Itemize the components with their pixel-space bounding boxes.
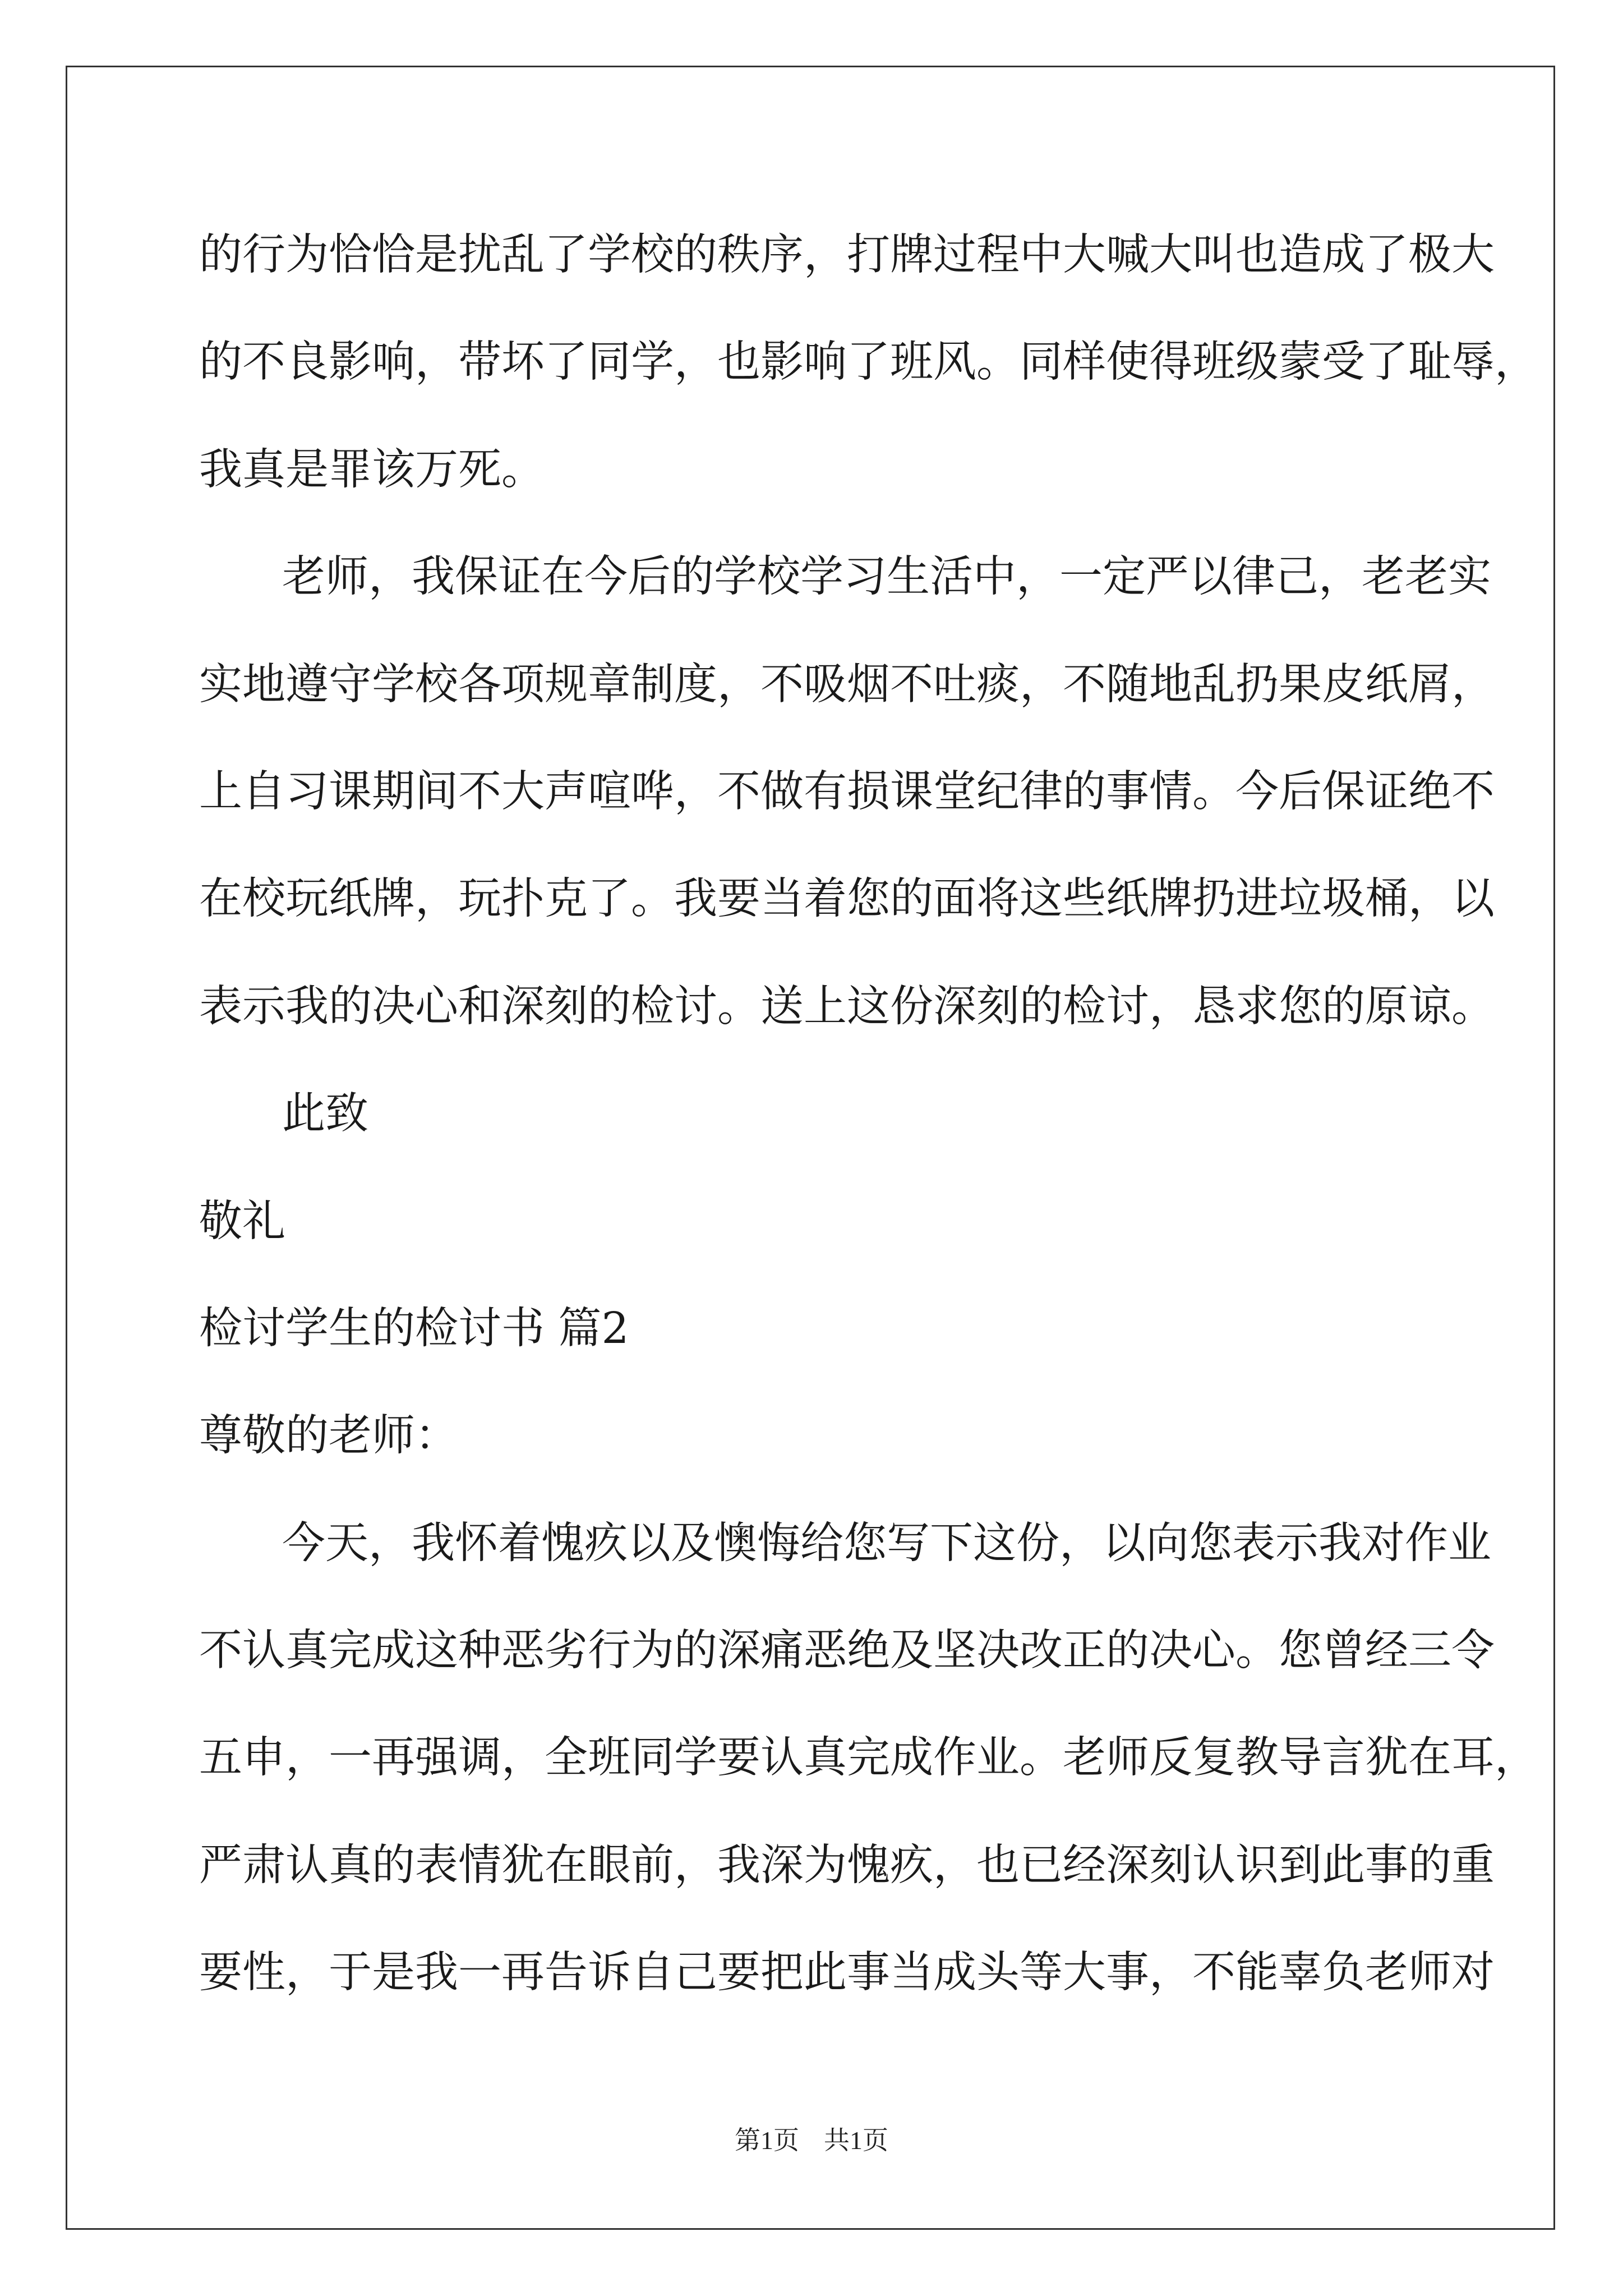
document-body xyxy=(199,213,1538,2039)
text-line: 老师，我保证在今后的学校学习生活中，一定严以律己，老老实 xyxy=(282,552,1491,602)
page-number-total: 共1页 xyxy=(824,2126,888,2155)
text-line: 今天，我怀着愧疚以及懊悔给您写下这份，以向您表示我对作业 xyxy=(282,1518,1491,1568)
text-line: 在校玩纸牌，玩扑克了。我要当着您的面将这些纸牌扔进垃圾桶，以 xyxy=(199,874,1495,924)
text-line: 表示我的决心和深刻的检讨。送上这份深刻的检讨，恳求您的原谅。 xyxy=(199,981,1495,1032)
text-line: 我真是罪该万死。 xyxy=(199,444,545,495)
greeting-line: 尊敬的老师： xyxy=(199,1411,458,1461)
text-line: 的行为恰恰是扰乱了学校的秩序，打牌过程中大喊大叫也造成了极大 xyxy=(199,230,1495,280)
text-line: 的不良影响，带坏了同学，也影响了班风。同样使得班级蒙受了耻辱， xyxy=(199,337,1538,388)
salutation-line: 敬礼 xyxy=(199,1196,285,1246)
text-line: 上自习课期间不大声喧哗，不做有损课堂纪律的事情。今后保证绝不 xyxy=(199,766,1495,817)
page-number-current: 第1页 xyxy=(735,2126,799,2155)
text-line: 不认真完成这种恶劣行为的深痛恶绝及坚决改正的决心。您曾经三令 xyxy=(199,1626,1495,1676)
salutation-line: 此致 xyxy=(282,1089,368,1139)
text-line: 严肃认真的表情犹在眼前，我深为愧疚，也已经深刻认识到此事的重 xyxy=(199,1840,1495,1890)
text-line: 实地遵守学校各项规章制度，不吸烟不吐痰，不随地乱扔果皮纸屑， xyxy=(199,659,1495,710)
section-heading: 检讨学生的检讨书 篇2 xyxy=(199,1303,629,1354)
page-footer xyxy=(0,2124,1623,2157)
text-line: 要性，于是我一再告诉自己要把此事当成头等大事，不能辜负老师对 xyxy=(199,1948,1495,1998)
text-line: 五申，一再强调，全班同学要认真完成作业。老师反复教导言犹在耳， xyxy=(199,1733,1538,1783)
